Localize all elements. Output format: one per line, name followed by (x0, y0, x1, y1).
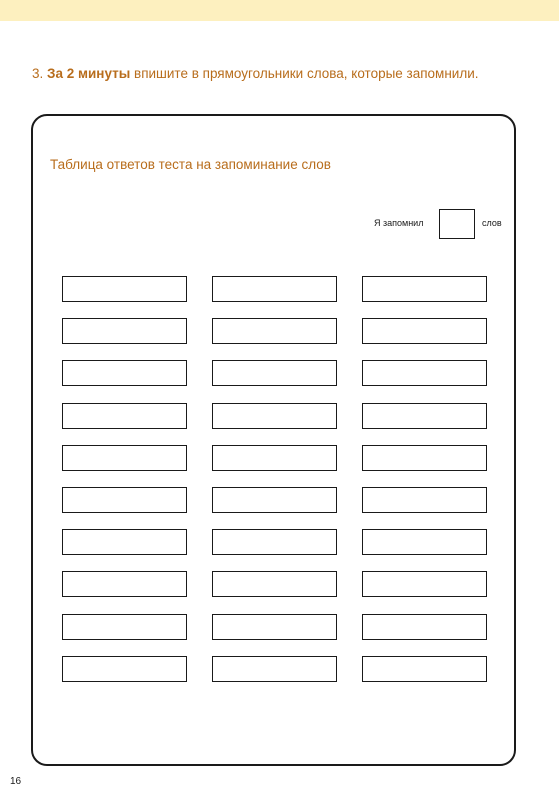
task-instruction (32, 66, 479, 81)
word-answer-box[interactable] (62, 529, 187, 555)
word-answer-box[interactable] (62, 276, 187, 302)
word-answer-box[interactable] (362, 360, 487, 386)
page-number: 16 (10, 776, 22, 787)
word-answer-box[interactable] (362, 276, 487, 302)
card-title: Таблица ответов теста на запоминание слов (50, 157, 331, 172)
task-time-limit: За 2 минуты (47, 66, 131, 81)
word-answer-box[interactable] (362, 656, 487, 682)
top-color-band (0, 0, 559, 21)
word-answer-box[interactable] (362, 529, 487, 555)
answer-card (31, 114, 516, 766)
remembered-count-field[interactable] (439, 209, 475, 239)
word-answer-box[interactable] (212, 318, 337, 344)
word-answer-box[interactable] (62, 656, 187, 682)
word-answer-box[interactable] (362, 403, 487, 429)
word-answer-box[interactable] (62, 571, 187, 597)
task-text: впишите в прямоугольники слова, которые запомнили. (134, 66, 479, 81)
word-answer-box[interactable] (62, 360, 187, 386)
remembered-count-label: Я запомнил (374, 218, 424, 228)
word-answer-box[interactable] (62, 403, 187, 429)
word-answer-box[interactable] (362, 487, 487, 513)
word-answer-box[interactable] (62, 614, 187, 640)
word-answer-box[interactable] (362, 614, 487, 640)
word-answer-box[interactable] (62, 318, 187, 344)
word-answer-box[interactable] (62, 445, 187, 471)
word-answer-box[interactable] (212, 571, 337, 597)
word-answer-box[interactable] (212, 360, 337, 386)
word-answer-box[interactable] (212, 487, 337, 513)
task-number: 3. (32, 66, 44, 81)
remembered-count-unit: слов (482, 218, 502, 228)
word-answer-box[interactable] (62, 487, 187, 513)
word-answer-grid (62, 276, 487, 682)
word-answer-box[interactable] (212, 614, 337, 640)
word-answer-box[interactable] (212, 276, 337, 302)
word-answer-box[interactable] (362, 318, 487, 344)
word-answer-box[interactable] (362, 445, 487, 471)
word-answer-box[interactable] (212, 529, 337, 555)
word-answer-box[interactable] (212, 403, 337, 429)
word-answer-box[interactable] (212, 656, 337, 682)
word-answer-box[interactable] (212, 445, 337, 471)
word-answer-box[interactable] (362, 571, 487, 597)
